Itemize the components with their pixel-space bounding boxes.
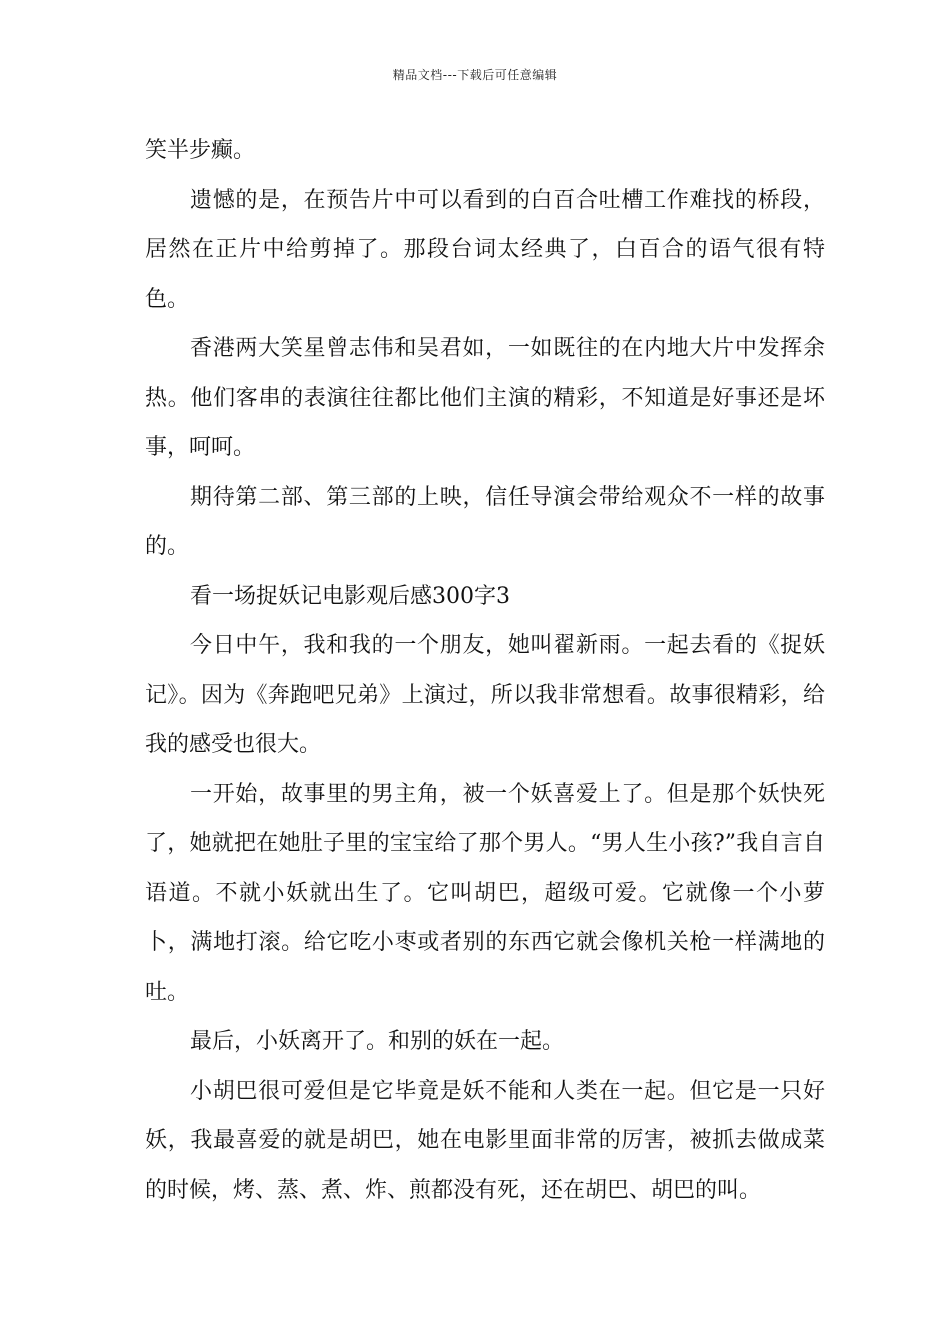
paragraph: 笑半步癫。: [145, 138, 256, 163]
paragraph: 最后，小妖离开了。和别的妖在一起。: [190, 1029, 565, 1054]
paragraph: 今日中午，我和我的一个朋友，她叫翟新雨。一起去看的《捉妖记》。因为《奔跑吧兄弟》上演过，所以我非常想看。故事很精彩，给我的感受也很大。: [145, 633, 825, 757]
paragraph: 一开始，故事里的男主角，被一个妖喜爱上了。但是那个妖快死了，她就把在她肚子里的宝宝给了那个男人。“男人生小孩?”我自言自语道。不就小妖就出生了。它叫胡巴，超级可爱。它就像一个小萝卜，满地打滚。给它吃小枣或者别的东西它就会像机关枪一样满地的吐。: [145, 781, 825, 1005]
page-header: 精品文档---下载后可任意编辑: [392, 68, 558, 82]
paragraph: 期待第二部、第三部的上映，信任导演会带给观众不一样的故事的。: [145, 484, 825, 559]
paragraph: 香港两大笑星曾志伟和吴君如，一如既往的在内地大片中发挥余热。他们客串的表演往往都比他们主演的精彩，不知道是好事还是坏事，呵呵。: [145, 336, 825, 460]
paragraph: 遗憾的是，在预告片中可以看到的白百合吐槽工作难找的桥段，居然在正片中给剪掉了。那段台词太经典了，白百合的语气很有特色。: [145, 187, 825, 312]
paragraph: 小胡巴很可爱但是它毕竟是妖不能和人类在一起。但它是一只好妖，我最喜爱的就是胡巴，她在电影里面非常的厉害，被抓去做成菜的时候，烤、蒸、煮、炸、煎都没有死，还在胡巴、胡巴的叫。: [145, 1078, 825, 1203]
document-body: [145, 126, 825, 1215]
section-heading: 看一场捉妖记电影观后感300字3: [190, 583, 510, 609]
